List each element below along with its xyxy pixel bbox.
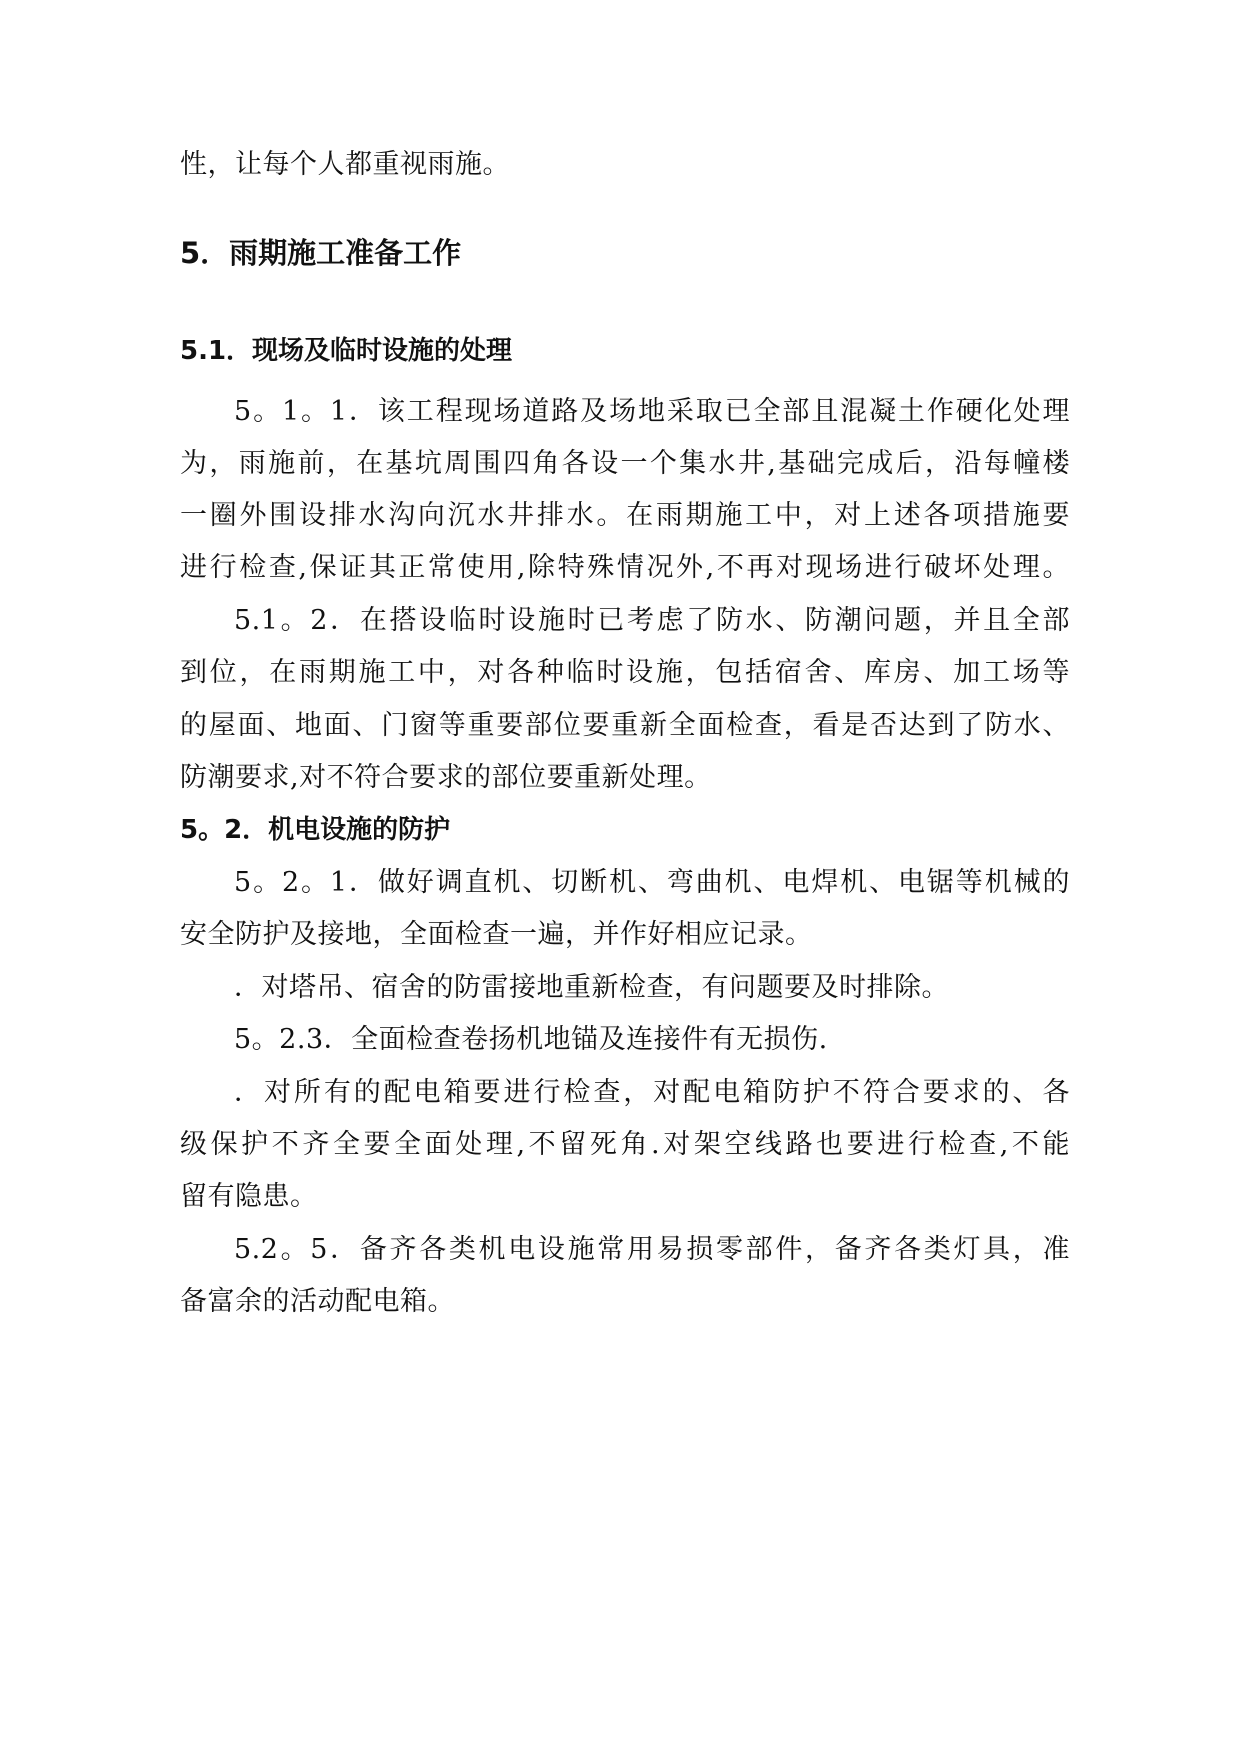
- paragraph-5-2-2-line-1: ．对塔吊、宿舍的防雷接地重新检查，有问题要及时排除。: [234, 972, 949, 1003]
- paragraph-5-2-5-line-2: 备富余的活动配电箱。: [180, 1286, 455, 1317]
- paragraph-5-2-1-line-2: 安全防护及接地，全面检查一遍，并作好相应记录。: [180, 919, 813, 950]
- paragraph-5-2-1-line-1: 5。2。1．做好调直机、切断机、弯曲机、电焊机、电锯等机械的: [234, 867, 1070, 898]
- paragraph-5-2-3-line-1: 5。2.3．全面检查卷扬机地锚及连接件有无损伤.: [234, 1024, 828, 1055]
- section-heading-5: 5．雨期施工准备工作: [180, 236, 462, 270]
- paragraph-5-2-4-line-2: 级保护不齐全要全面处理,不留死角.对架空线路也要进行检查,不能: [180, 1129, 1070, 1160]
- text-line-continuation: 性，让每个人都重视雨施。: [180, 149, 510, 180]
- paragraph-5-1-1-line-2: 为，雨施前，在基坑周围四角各设一个集水井,基础完成后，沿每幢楼: [180, 448, 1070, 479]
- paragraph-5-2-4-line-3: 留有隐患。: [180, 1181, 318, 1212]
- section-heading-5-1: 5.1．现场及临时设施的处理: [180, 336, 513, 366]
- paragraph-5-1-2-line-2: 到位，在雨期施工中，对各种临时设施，包括宿舍、库房、加工场等: [180, 657, 1070, 688]
- paragraph-5-2-4-line-1: ．对所有的配电箱要进行检查，对配电箱防护不符合要求的、各: [234, 1077, 1070, 1108]
- section-heading-5-2: 5。2．机电设施的防护: [180, 815, 451, 845]
- paragraph-5-1-1-line-4: 进行检查,保证其正常使用,除特殊情况外,不再对现场进行破坏处理。: [180, 552, 1070, 583]
- paragraph-5-1-1-line-3: 一圈外围设排水沟向沉水井排水。在雨期施工中，对上述各项措施要: [180, 500, 1070, 531]
- paragraph-5-1-2-line-1: 5.1。2．在搭设临时设施时已考虑了防水、防潮问题，并且全部: [234, 605, 1070, 636]
- paragraph-5-1-2-line-3: 的屋面、地面、门窗等重要部位要重新全面检查，看是否达到了防水、: [180, 710, 1070, 741]
- paragraph-5-2-5-line-1: 5.2。5．备齐各类机电设施常用易损零部件，备齐各类灯具，准: [234, 1234, 1070, 1265]
- paragraph-5-1-1-line-1: 5。1。1．该工程现场道路及场地采取已全部且混凝土作硬化处理: [234, 396, 1070, 427]
- paragraph-5-1-2-line-4: 防潮要求,对不符合要求的部位要重新处理。: [180, 762, 712, 793]
